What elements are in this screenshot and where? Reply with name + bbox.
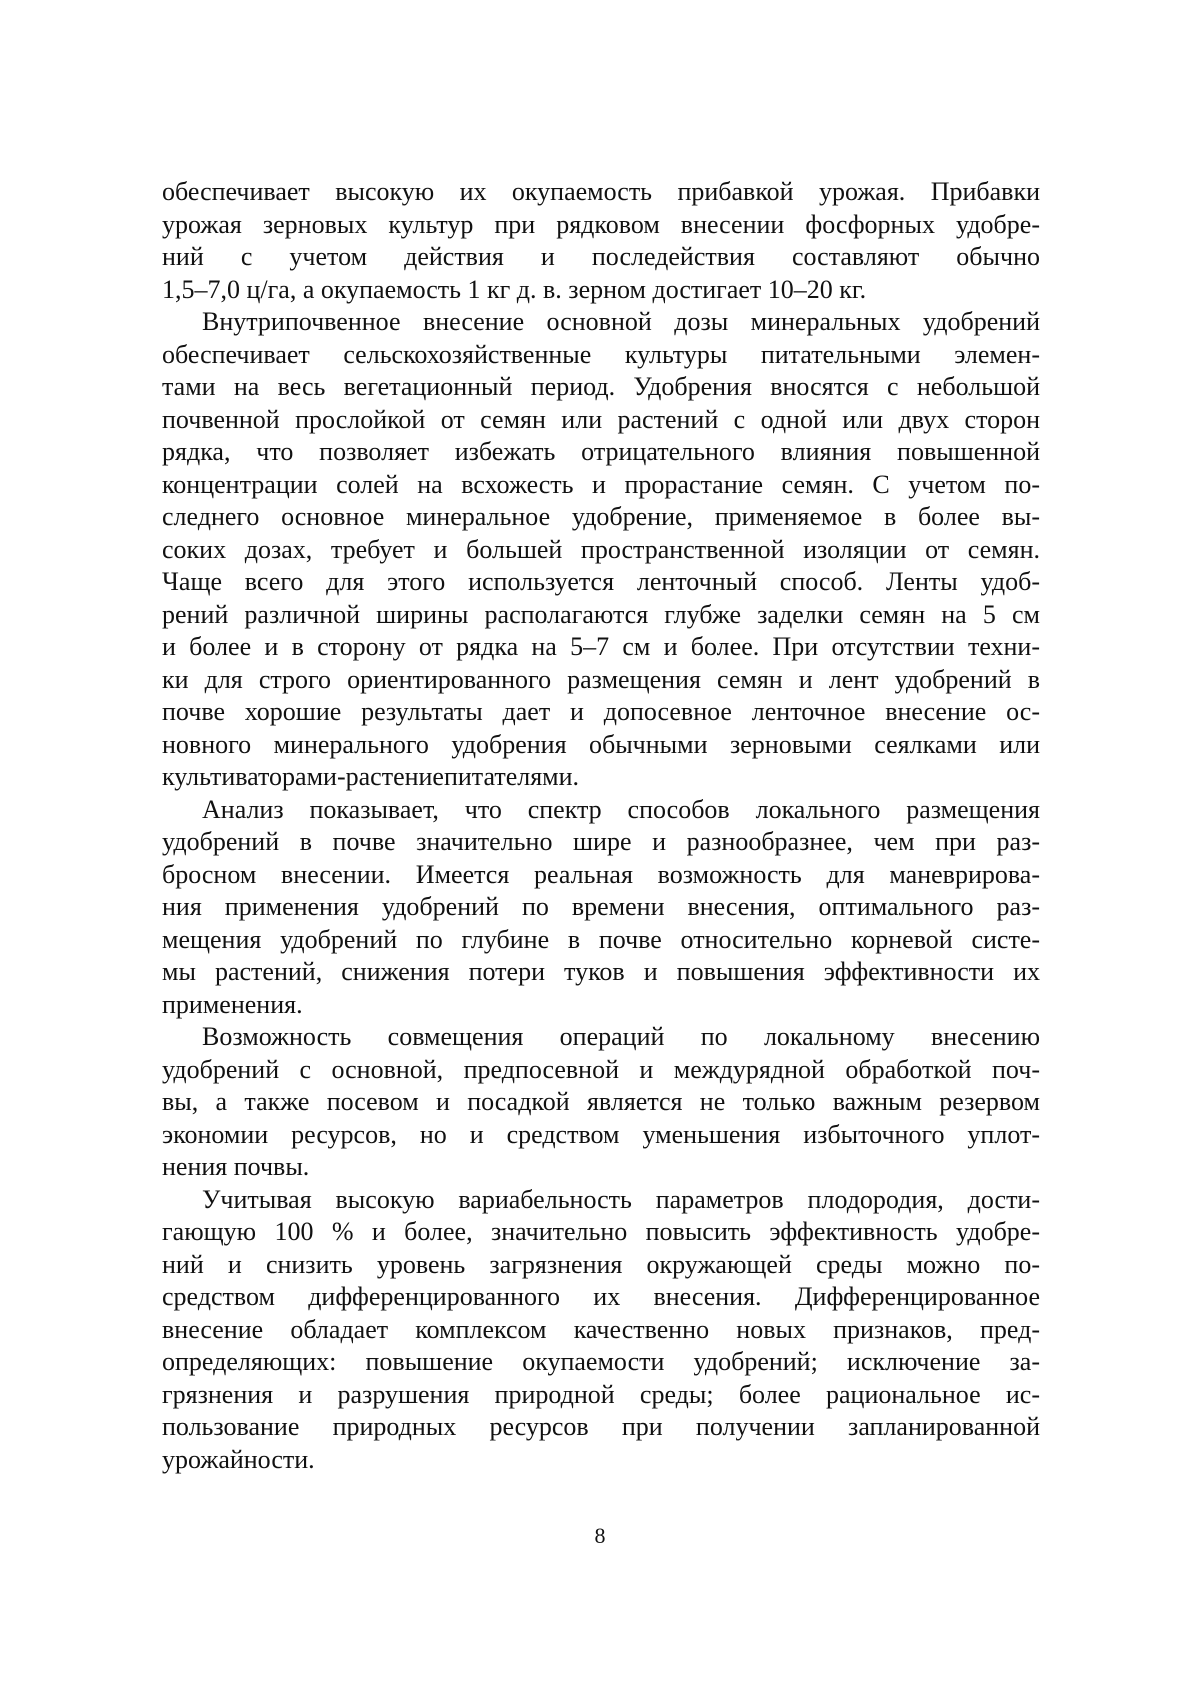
page-number: 8 — [594, 1523, 606, 1548]
text-line: Возможность совмещения операций по локальному внесению — [202, 1022, 1040, 1051]
paragraph — [162, 1184, 1040, 1477]
paragraph — [162, 306, 1040, 794]
text-line: пользование природных ресурсов при получении запланированной — [162, 1412, 1040, 1441]
text-line: удобрений с основной, предпосевной и междурядной обработкой поч- — [162, 1054, 1040, 1084]
text-line: концентрации солей на всхожесть и прорастание семян. С учетом по- — [162, 469, 1040, 499]
text-line: бросном внесении. Имеется реальная возможность для маневрирова- — [162, 859, 1040, 889]
text-line: почвенной прослойкой от семян или растений с одной или двух сторон — [162, 404, 1040, 434]
paragraph — [162, 1021, 1040, 1184]
text-line: применения. — [162, 989, 303, 1019]
paragraph — [162, 794, 1040, 1022]
text-line: и более и в сторону от рядка на 5–7 см и более. При отсутствии техни- — [162, 632, 1040, 661]
text-line: ки для строго ориентированного размещения семян и лент удобрений в — [162, 664, 1040, 694]
text-line: определяющих: повышение окупаемости удобрений; исключение за- — [162, 1347, 1040, 1376]
text-line: урожайности. — [162, 1444, 315, 1474]
text-line: ний с учетом действия и последействия составляют обычно — [162, 242, 1040, 271]
text-line: следнего основное минеральное удобрение, применяемое в более вы- — [162, 502, 1040, 531]
text-line: урожая зерновых культур при рядковом внесении фосфорных удобре- — [162, 209, 1040, 239]
paragraph — [162, 176, 1040, 306]
text-line: обеспечивает высокую их окупаемость прибавкой урожая. Прибавки — [162, 177, 1040, 206]
text-line: удобрений в почве значительно шире и разнообразнее, чем при раз- — [162, 827, 1040, 856]
text-line: ний и снизить уровень загрязнения окружающей среды можно по- — [162, 1249, 1040, 1279]
text-line: внесение обладает комплексом качественно новых признаков, пред- — [162, 1314, 1040, 1344]
text-line: гающую 100 % и более, значительно повысить эффективность удобре- — [162, 1217, 1040, 1246]
text-line: Учитывая высокую вариабельность параметров плодородия, дости- — [202, 1184, 1040, 1214]
text-line: экономии ресурсов, но и средством уменьшения избыточного уплот- — [162, 1119, 1040, 1149]
text-line: средством дифференцированного их внесения. Дифференцированное — [162, 1282, 1040, 1311]
text-line: Внутрипочвенное внесение основной дозы минеральных удобрений — [202, 307, 1040, 336]
text-line: обеспечивает сельскохозяйственные культуры питательными элемен- — [162, 339, 1040, 369]
text-line: 1,5–7,0 ц/га, а окупаемость 1 кг д. в. зерном достигает 10–20 кг. — [162, 274, 867, 304]
text-line: новного минерального удобрения обычными зерновыми сеялками или — [162, 729, 1040, 759]
text-line: рядка, что позволяет избежать отрицательного влияния повышенной — [162, 437, 1040, 466]
text-line: культиваторами-растениепитателями. — [162, 762, 580, 791]
text-line: мещения удобрений по глубине в почве относительно корневой систе- — [162, 924, 1040, 954]
body-text — [162, 176, 1040, 1476]
text-line: грязнения и разрушения природной среды; более рациональное ис- — [162, 1379, 1040, 1409]
text-line: нения почвы. — [162, 1152, 310, 1181]
text-line: ния применения удобрений по времени внесения, оптимального раз- — [162, 892, 1040, 921]
text-line: Чаще всего для этого используется ленточный способ. Ленты удоб- — [162, 567, 1040, 596]
text-line: соких дозах, требует и большей пространственной изоляции от семян. — [162, 534, 1040, 564]
text-line: вы, а также посевом и посадкой является не только важным резервом — [162, 1087, 1040, 1116]
text-line: рений различной ширины располагаются глубже заделки семян на 5 см — [162, 599, 1040, 629]
text-line: Анализ показывает, что спектр способов локального размещения — [202, 794, 1040, 824]
text-line: тами на весь вегетационный период. Удобрения вносятся с небольшой — [162, 372, 1040, 401]
text-line: мы растений, снижения потери туков и повышения эффективности их — [162, 957, 1040, 986]
text-line: почве хорошие результаты дает и допосевное ленточное внесение ос- — [162, 697, 1040, 726]
